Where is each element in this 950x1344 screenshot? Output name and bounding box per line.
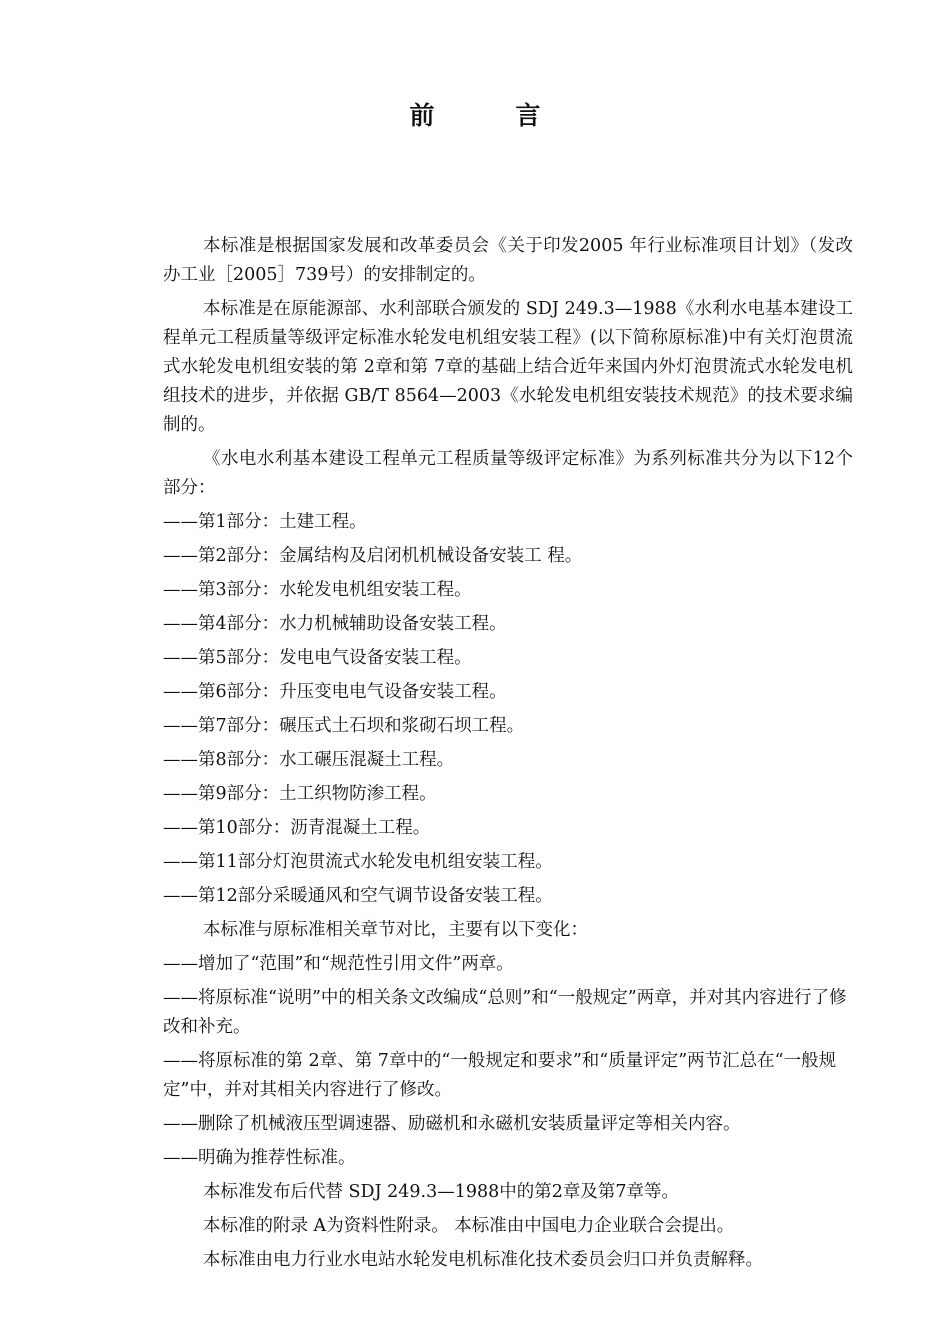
page-title: 前 言 bbox=[409, 101, 569, 130]
changes-list bbox=[163, 950, 853, 1173]
list-item: ——第3部分：水轮发电机组安装工程。 bbox=[163, 580, 472, 600]
paragraph-origin: 本标准是在原能源部、水利部联合颁发的 SDJ 249.3—1988《水利水电基本建设工程单元工程质量等级评定标准水轮发电机组安装工程》(以下简称原标准)中有关灯泡贯流式水轮发电机组安装的第 2章和第 7章的基础上结合近年来国内外灯泡贯流式水轮发电机组技术的进步，并依据 GB/T 8564—2003《水轮发电机组安装技术规范》的技术要求编制的。 bbox=[163, 299, 853, 435]
list-item: ——第8部分：水工碾压混凝土工程。 bbox=[163, 750, 455, 770]
paragraph-interpretation: 本标准由电力行业水电站水轮发电机标准化技术委员会归口并负责解释。 bbox=[203, 1250, 763, 1270]
list-item: ——删除了机械液压型调速器、励磁机和永磁机安装质量评定等相关内容。 bbox=[163, 1114, 741, 1134]
list-item: ——第7部分：碾压式土石坝和浆砌石坝工程。 bbox=[163, 716, 525, 736]
list-item: ——增加了“范围”和“规范性引用文件”两章。 bbox=[163, 954, 514, 974]
list-item: ——第9部分：土工织物防渗工程。 bbox=[163, 784, 437, 804]
list-item: ——第10部分：沥青混凝土工程。 bbox=[163, 818, 431, 838]
paragraph-appendix: 本标准的附录 A为资料性附录。 本标准由中国电力企业联合会提出。 bbox=[203, 1216, 735, 1236]
list-item: ——将原标准的第 2章、第 7章中的“一般规定和要求”和“质量评定”两节汇总在“一般规定”中，并对其相关内容进行了修改。 bbox=[163, 1051, 837, 1100]
list-item: ——第4部分：水力机械辅助设备安装工程。 bbox=[163, 614, 507, 634]
preface-body bbox=[163, 232, 853, 1280]
list-item: ——第6部分：升压变电电气设备安装工程。 bbox=[163, 682, 507, 702]
list-item: ——第12部分采暖通风和空气调节设备安装工程。 bbox=[163, 886, 553, 906]
paragraph-series: 《水电水利基本建设工程单元工程质量等级评定标准》为系列标准共分为以下12个部分： bbox=[163, 449, 853, 498]
paragraph-changes-intro: 本标准与原标准相关章节对比，主要有以下变化： bbox=[203, 920, 588, 940]
paragraph-replacement: 本标准发布后代替 SDJ 249.3—1988中的第2章及第7章等。 bbox=[203, 1182, 680, 1202]
list-item: ——明确为推荐性标准。 bbox=[163, 1148, 356, 1168]
paragraph-plan-basis: 本标准是根据国家发展和改革委员会《关于印发2005 年行业标准项目计划》（发改办工业［2005］739号）的安排制定的。 bbox=[163, 236, 853, 285]
list-item: ——将原标准“说明”中的相关条文改编成“总则”和“一般规定”两章，并对其内容进行了修改和补充。 bbox=[163, 988, 847, 1037]
parts-list bbox=[163, 508, 853, 911]
list-item: ——第2部分：金属结构及启闭机机械设备安装工 程。 bbox=[163, 546, 583, 566]
list-item: ——第1部分：土建工程。 bbox=[163, 512, 367, 532]
list-item: ——第11部分灯泡贯流式水轮发电机组安装工程。 bbox=[163, 852, 553, 872]
list-item: ——第5部分：发电电气设备安装工程。 bbox=[163, 648, 472, 668]
